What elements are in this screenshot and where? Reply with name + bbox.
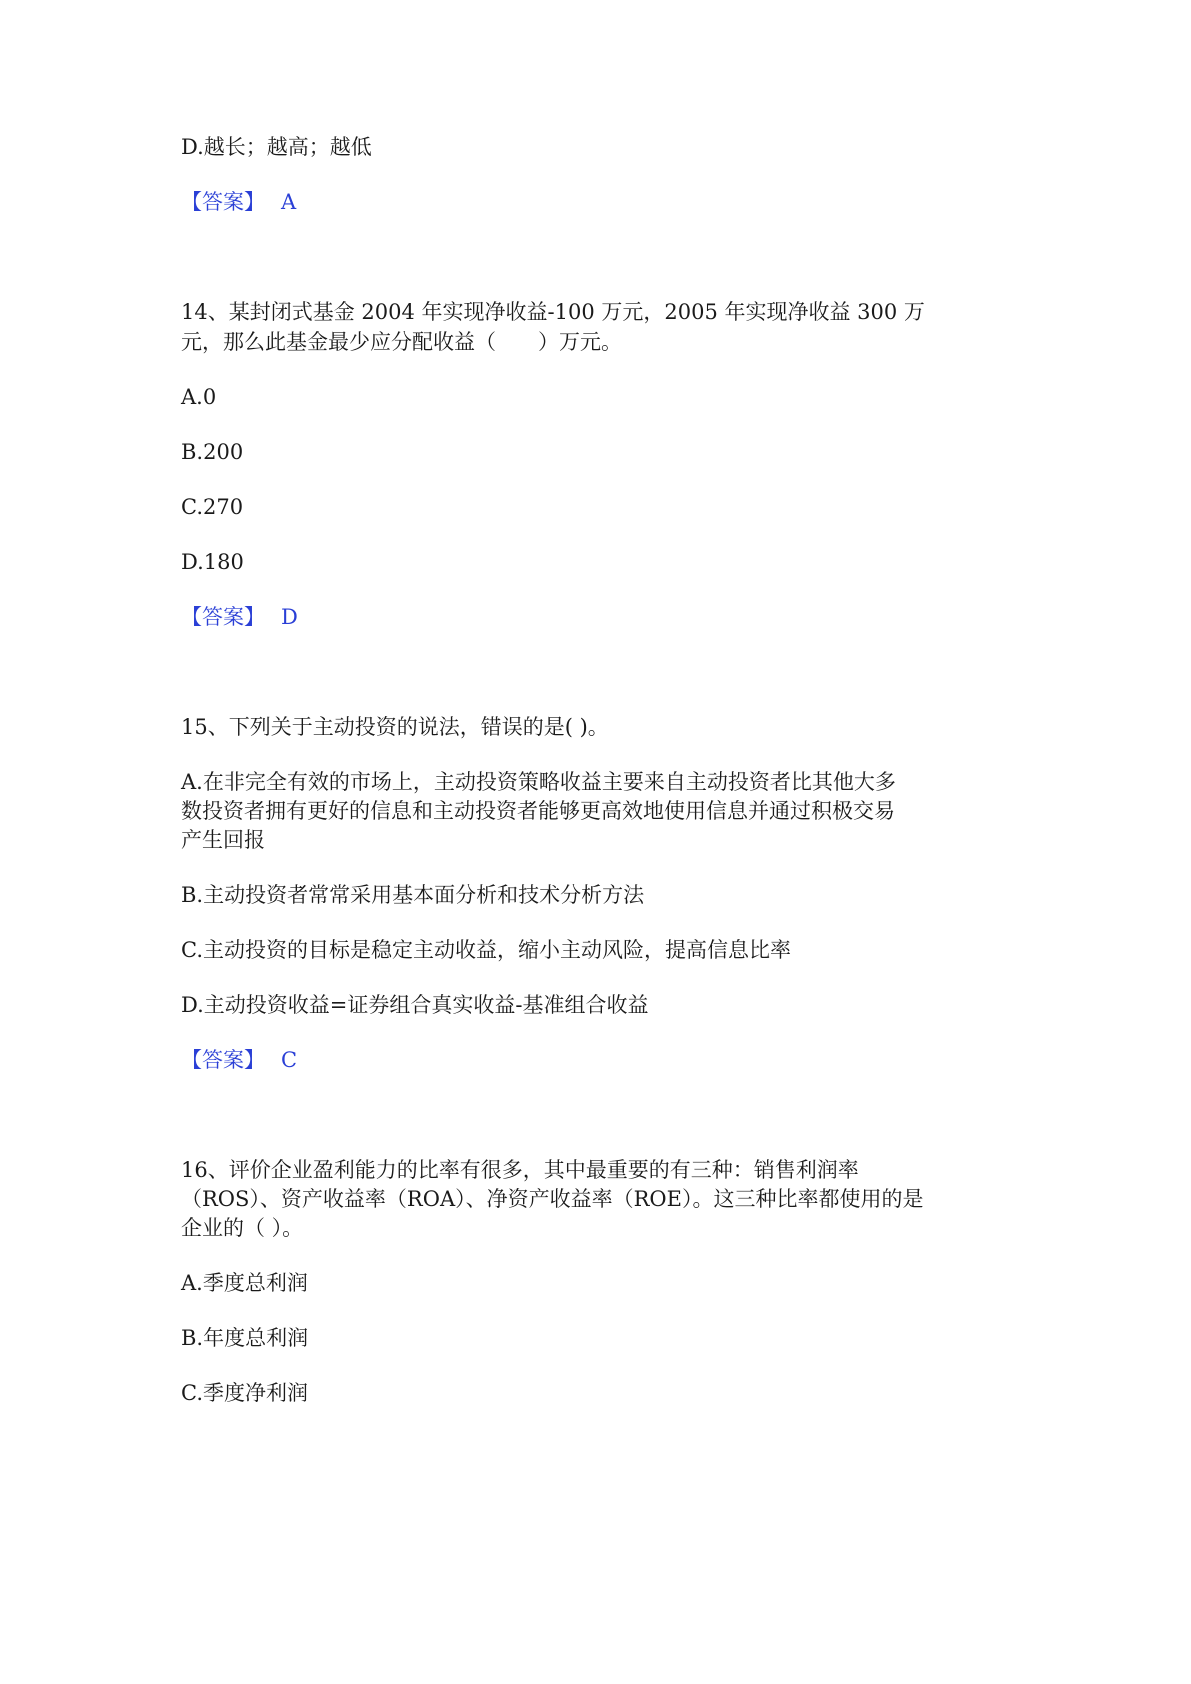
q15-option-a-line2: 数投资者拥有更好的信息和主动投资者能够更高效地使用信息并通过积极交易 (181, 799, 895, 823)
q13-option-d: D.越长；越高；越低 (181, 135, 372, 159)
answer-label: 【答案】 (181, 190, 265, 214)
q15-answer (181, 1046, 297, 1075)
q14-answer (181, 603, 298, 632)
q15-option-c: C.主动投资的目标是稳定主动收益，缩小主动风险，提高信息比率 (181, 938, 791, 962)
q16-option-b: B.年度总利润 (181, 1326, 309, 1350)
q13-answer (181, 188, 296, 217)
q15-option-b: B.主动投资者常常采用基本面分析和技术分析方法 (181, 883, 645, 907)
q14-option-c: C.270 (181, 495, 244, 519)
q15-option-a-line1: A.在非完全有效的市场上，主动投资策略收益主要来自主动投资者比其他大多 (181, 770, 896, 794)
q16-option-a: A.季度总利润 (181, 1271, 308, 1295)
answer-value: C (281, 1048, 298, 1072)
answer-label: 【答案】 (181, 1048, 265, 1072)
q16-stem-line2: （ROS）、资产收益率（ROA）、净资产收益率（ROE）。这三种比率都使用的是 (181, 1187, 924, 1211)
q14-stem-line1: 14、某封闭式基金 2004 年实现净收益-100 万元，2005 年实现净收益 300 万 (181, 300, 925, 324)
q16-stem-line3: 企业的（ ）。 (181, 1216, 304, 1240)
q14-option-d: D.180 (181, 550, 244, 574)
answer-value: A (281, 190, 297, 214)
q15-stem: 15、下列关于主动投资的说法，错误的是( )。 (181, 715, 609, 739)
answer-value: D (281, 605, 298, 629)
q16-option-c: C.季度净利润 (181, 1381, 308, 1405)
q14-option-a: A.0 (181, 385, 217, 409)
q15-option-d: D.主动投资收益=证券组合真实收益-基准组合收益 (181, 993, 649, 1017)
q14-stem-line2: 元，那么此基金最少应分配收益（ ）万元。 (181, 330, 622, 354)
answer-label: 【答案】 (181, 605, 265, 629)
q16-stem-line1: 16、评价企业盈利能力的比率有很多，其中最重要的有三种：销售利润率 (181, 1158, 859, 1182)
q14-option-b: B.200 (181, 440, 244, 464)
q15-option-a-line3: 产生回报 (181, 828, 265, 852)
